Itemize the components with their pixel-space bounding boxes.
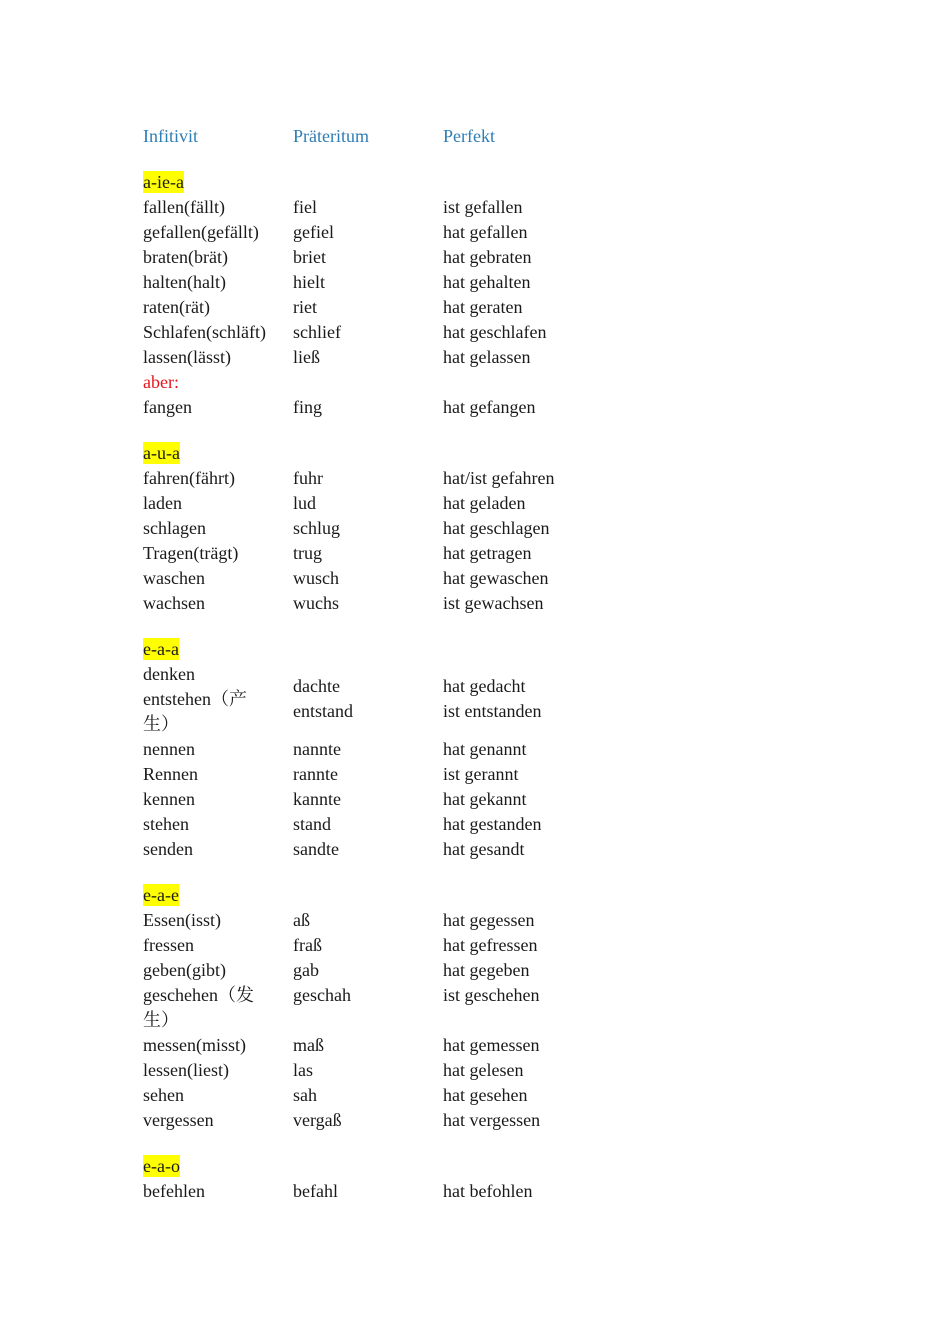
praeteritum-cell: riet <box>293 297 317 317</box>
perfekt-cell: ist gerannt <box>443 764 519 784</box>
infinitive-cell: stehen <box>143 814 189 834</box>
perfekt-cell: hat gesehen <box>443 1085 528 1105</box>
infinitive-cell: befehlen <box>143 1181 205 1201</box>
verb-row <box>143 541 843 566</box>
praeteritum-text: dachte <box>293 676 340 696</box>
perfekt-cell: ist gefallen <box>443 197 523 217</box>
verb-row <box>143 1033 843 1058</box>
perfekt-cell: hat gefressen <box>443 935 538 955</box>
praeteritum-cell: gefiel <box>293 222 334 242</box>
infinitive-cell: geben(gibt) <box>143 960 226 980</box>
perfekt-cell: hat gefangen <box>443 397 536 417</box>
perfekt-cell: hat gehalten <box>443 272 531 292</box>
praeteritum-cell: schlief <box>293 322 341 342</box>
praeteritum-cell: stand <box>293 814 331 834</box>
vowel-pattern-tag: e-a-e <box>143 885 179 905</box>
verb-row <box>143 245 843 270</box>
praeteritum-cell: trug <box>293 543 322 563</box>
infinitive-text: denken <box>143 664 195 684</box>
verb-row <box>143 345 843 370</box>
infinitive-cell: halten(halt) <box>143 272 226 292</box>
perfekt-cell: hat geladen <box>443 493 526 513</box>
perfekt-cell: hat gewaschen <box>443 568 549 588</box>
infinitive-cell: kennen <box>143 789 195 809</box>
verb-row <box>143 395 843 420</box>
perfekt-cell: hat gelesen <box>443 1060 524 1080</box>
perfekt-text: hat gedacht <box>443 676 526 696</box>
perfekt-cell: hat geschlagen <box>443 518 550 538</box>
perfekt-cell: hat getragen <box>443 543 532 563</box>
praeteritum-cell: kannte <box>293 789 341 809</box>
verb-row <box>143 1058 843 1083</box>
verb-row <box>143 837 843 862</box>
perfekt-cell: hat gestanden <box>443 814 542 834</box>
group-heading-row <box>143 883 843 908</box>
praeteritum-text: entstand <box>293 701 353 721</box>
verb-row <box>143 762 843 787</box>
column-header-row <box>143 124 843 149</box>
vowel-pattern-tag: e-a-a <box>143 639 179 659</box>
perfekt-cell: hat gegeben <box>443 960 530 980</box>
infinitive-cell: fangen <box>143 397 192 417</box>
verb-row <box>143 270 843 295</box>
infinitive-cell: laden <box>143 493 182 513</box>
infinitive-cell: geschehen（发生） <box>143 985 254 1030</box>
header-praeteritum: Präteritum <box>293 126 369 146</box>
infinitive-cell <box>143 662 293 737</box>
praeteritum-cell: aß <box>293 910 310 930</box>
verb-row <box>143 1108 843 1133</box>
praeteritum-cell: vergaß <box>293 1110 342 1130</box>
infinitive-text: entstehen（产生） <box>143 689 247 734</box>
infinitive-cell: senden <box>143 839 193 859</box>
praeteritum-cell <box>293 662 443 724</box>
infinitive-cell: waschen <box>143 568 205 588</box>
infinitive-cell: Schlafen(schläft) <box>143 322 266 342</box>
praeteritum-cell: sah <box>293 1085 317 1105</box>
perfekt-text: ist entstanden <box>443 701 542 721</box>
perfekt-cell: hat gegessen <box>443 910 535 930</box>
praeteritum-cell: rannte <box>293 764 338 784</box>
praeteritum-cell: las <box>293 1060 313 1080</box>
group-heading-row <box>143 637 843 662</box>
infinitive-cell: nennen <box>143 739 195 759</box>
perfekt-cell: hat gesandt <box>443 839 525 859</box>
praeteritum-cell: fiel <box>293 197 317 217</box>
infinitive-cell: lassen(lässt) <box>143 347 231 367</box>
infinitive-cell: messen(misst) <box>143 1035 246 1055</box>
verb-row-merged <box>143 662 843 737</box>
praeteritum-cell: geschah <box>293 985 351 1005</box>
perfekt-cell: hat gebraten <box>443 247 532 267</box>
infinitive-cell: sehen <box>143 1085 184 1105</box>
verb-row <box>143 958 843 983</box>
verb-row <box>143 320 843 345</box>
praeteritum-cell: hielt <box>293 272 325 292</box>
infinitive-cell: braten(brät) <box>143 247 228 267</box>
perfekt-cell: ist geschehen <box>443 985 540 1005</box>
vowel-pattern-tag: e-a-o <box>143 1156 180 1176</box>
praeteritum-cell: befahl <box>293 1181 338 1201</box>
perfekt-cell: hat geschlafen <box>443 322 547 342</box>
praeteritum-cell: maß <box>293 1035 324 1055</box>
verb-row <box>143 466 843 491</box>
group-heading-row <box>143 441 843 466</box>
infinitive-cell: fallen(fällt) <box>143 197 225 217</box>
infinitive-cell: vergessen <box>143 1110 214 1130</box>
verb-row <box>143 591 843 616</box>
praeteritum-cell: sandte <box>293 839 339 859</box>
praeteritum-cell: schlug <box>293 518 340 538</box>
perfekt-cell: hat geraten <box>443 297 523 317</box>
verb-row <box>143 295 843 320</box>
verb-row <box>143 908 843 933</box>
praeteritum-cell: ließ <box>293 347 320 367</box>
exception-note: aber: <box>143 372 179 392</box>
verb-row <box>143 1179 843 1204</box>
infinitive-cell: schlagen <box>143 518 206 538</box>
verb-row <box>143 491 843 516</box>
infinitive-cell: wachsen <box>143 593 205 613</box>
perfekt-cell: hat gefallen <box>443 222 528 242</box>
verb-row <box>143 812 843 837</box>
perfekt-cell: hat vergessen <box>443 1110 541 1130</box>
perfekt-cell: hat/ist gefahren <box>443 468 555 488</box>
perfekt-cell: hat gemessen <box>443 1035 540 1055</box>
header-infinitive: Infitivit <box>143 126 198 146</box>
perfekt-cell: hat gekannt <box>443 789 527 809</box>
infinitive-cell: raten(rät) <box>143 297 210 317</box>
verb-row <box>143 737 843 762</box>
infinitive-cell: lessen(liest) <box>143 1060 229 1080</box>
verb-row <box>143 195 843 220</box>
group-heading-row <box>143 1154 843 1179</box>
praeteritum-cell: nannte <box>293 739 341 759</box>
group-heading-row <box>143 170 843 195</box>
infinitive-cell: Essen(isst) <box>143 910 221 930</box>
perfekt-cell: hat gelassen <box>443 347 531 367</box>
verb-row <box>143 983 843 1033</box>
document-page <box>143 124 843 1204</box>
verb-row <box>143 220 843 245</box>
perfekt-cell: ist gewachsen <box>443 593 544 613</box>
verb-row <box>143 516 843 541</box>
infinitive-cell: fressen <box>143 935 194 955</box>
verb-row <box>143 787 843 812</box>
verb-row <box>143 933 843 958</box>
perfekt-cell <box>443 662 643 724</box>
praeteritum-cell: fing <box>293 397 322 417</box>
exception-note-row <box>143 370 843 395</box>
verb-row <box>143 1083 843 1108</box>
praeteritum-cell: fuhr <box>293 468 323 488</box>
praeteritum-cell: gab <box>293 960 319 980</box>
vowel-pattern-tag: a-u-a <box>143 443 180 463</box>
infinitive-cell: Rennen <box>143 764 198 784</box>
verb-row <box>143 566 843 591</box>
praeteritum-cell: lud <box>293 493 317 513</box>
perfekt-cell: hat befohlen <box>443 1181 533 1201</box>
praeteritum-cell: fraß <box>293 935 322 955</box>
infinitive-cell: Tragen(trägt) <box>143 543 239 563</box>
infinitive-cell: gefallen(gefällt) <box>143 222 259 242</box>
praeteritum-cell: briet <box>293 247 326 267</box>
infinitive-cell: fahren(fährt) <box>143 468 235 488</box>
praeteritum-cell: wusch <box>293 568 339 588</box>
vowel-pattern-tag: a-ie-a <box>143 172 184 192</box>
perfekt-cell: hat genannt <box>443 739 527 759</box>
praeteritum-cell: wuchs <box>293 593 339 613</box>
header-perfekt: Perfekt <box>443 126 495 146</box>
